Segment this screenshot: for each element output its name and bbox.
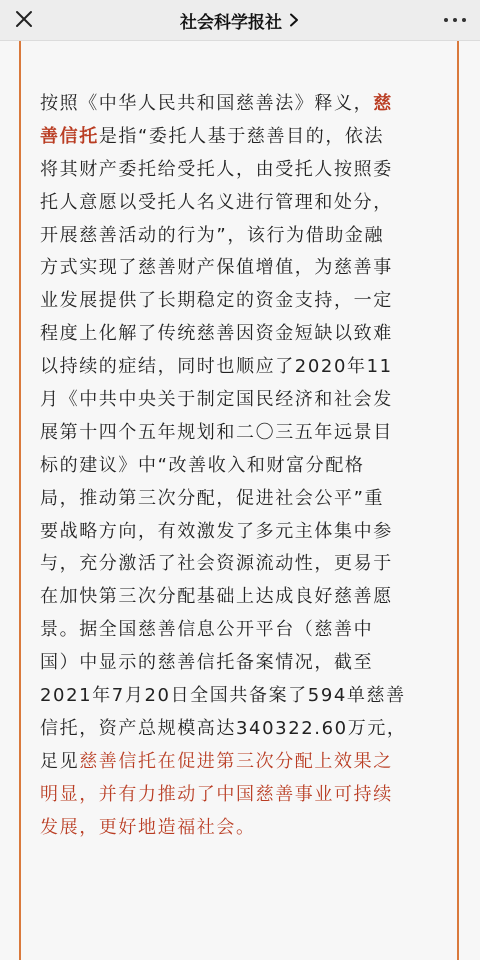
text-run: 将其财产委托给受托人，由受托人按照委 [40,158,393,180]
article-body [40,88,442,844]
article-line [40,252,442,285]
article-line [40,384,442,417]
text-run: 国）中显示的慈善信托备案情况，截至 [40,652,374,674]
highlight-text: 慈善信托在促进第三次分配上效果之 [79,750,393,772]
highlight-text: 善信托 [40,125,99,147]
text-run: 业发展提供了长期稳定的资金支持，一定 [40,290,393,312]
article-line [40,318,442,351]
article-line [40,548,442,581]
article-line [40,220,442,253]
article-line [40,483,442,516]
article-line [40,581,442,614]
article-line [40,614,442,647]
article-line [40,812,442,845]
text-run: 景。据全国慈善信息公开平台（慈善中 [40,619,374,641]
more-icon[interactable] [444,13,466,27]
article-line [40,779,442,812]
account-title: 社会科学报社 [180,12,282,33]
highlight-text: 慈 [373,93,393,114]
text-run: 以持续的症结，同时也顺应了2020年11 [40,356,393,378]
text-run: 开展慈善活动的行为”，该行为借助金融 [40,224,385,246]
text-run: 程度上化解了传统慈善因资金短缺以致难 [40,323,393,345]
article-line [40,713,442,746]
article-line [40,187,442,220]
article-line [40,647,442,680]
article-line [40,417,442,450]
text-run: 2021年7月20日全国共备案了594单慈善 [40,685,406,707]
highlight-text: 明显，并有力推动了中国慈善事业可持续 [40,783,393,805]
text-run: 展第十四个五年规划和二〇三五年远景目 [40,421,393,443]
text-run: 要战略方向，有效激发了多元主体集中参 [40,520,393,542]
account-title-link[interactable] [0,0,480,40]
article-line [40,154,442,187]
text-run: 在加快第三次分配基础上达成良好慈善愿 [40,586,393,608]
text-run: 信托，资产总规模高达340322.60万元， [40,717,407,739]
text-run: 方式实现了慈善财产保值增值，为慈善事 [40,257,393,279]
top-nav-bar [0,0,480,41]
article-line [40,516,442,549]
left-border-rule [19,41,21,960]
article-line [40,450,442,483]
article-line [40,680,442,713]
article-line [40,285,442,318]
text-run: 局，推动第三次分配，促进社会公平”重 [40,487,385,509]
text-run: 托人意愿以受托人名义进行管理和处分， [40,191,393,213]
text-run: 月《中共中央关于制定国民经济和社会发 [40,389,393,411]
text-run: 与，充分激活了社会资源流动性，更易于 [40,553,393,575]
chevron-right-icon [288,13,300,27]
text-run: 足见 [40,750,80,772]
article-line [40,351,442,384]
highlight-text: 发展，更好地造福社会。 [40,816,256,838]
text-run: 是指“委托人基于慈善目的，依法 [98,125,385,147]
right-border-rule [457,41,459,960]
article-line [40,746,442,779]
text-run: 标的建议》中“改善收入和财富分配格 [40,454,365,476]
article-line [40,88,442,121]
text-run: 按照《中华人民共和国慈善法》释义， [40,93,374,114]
article-line [40,121,442,154]
